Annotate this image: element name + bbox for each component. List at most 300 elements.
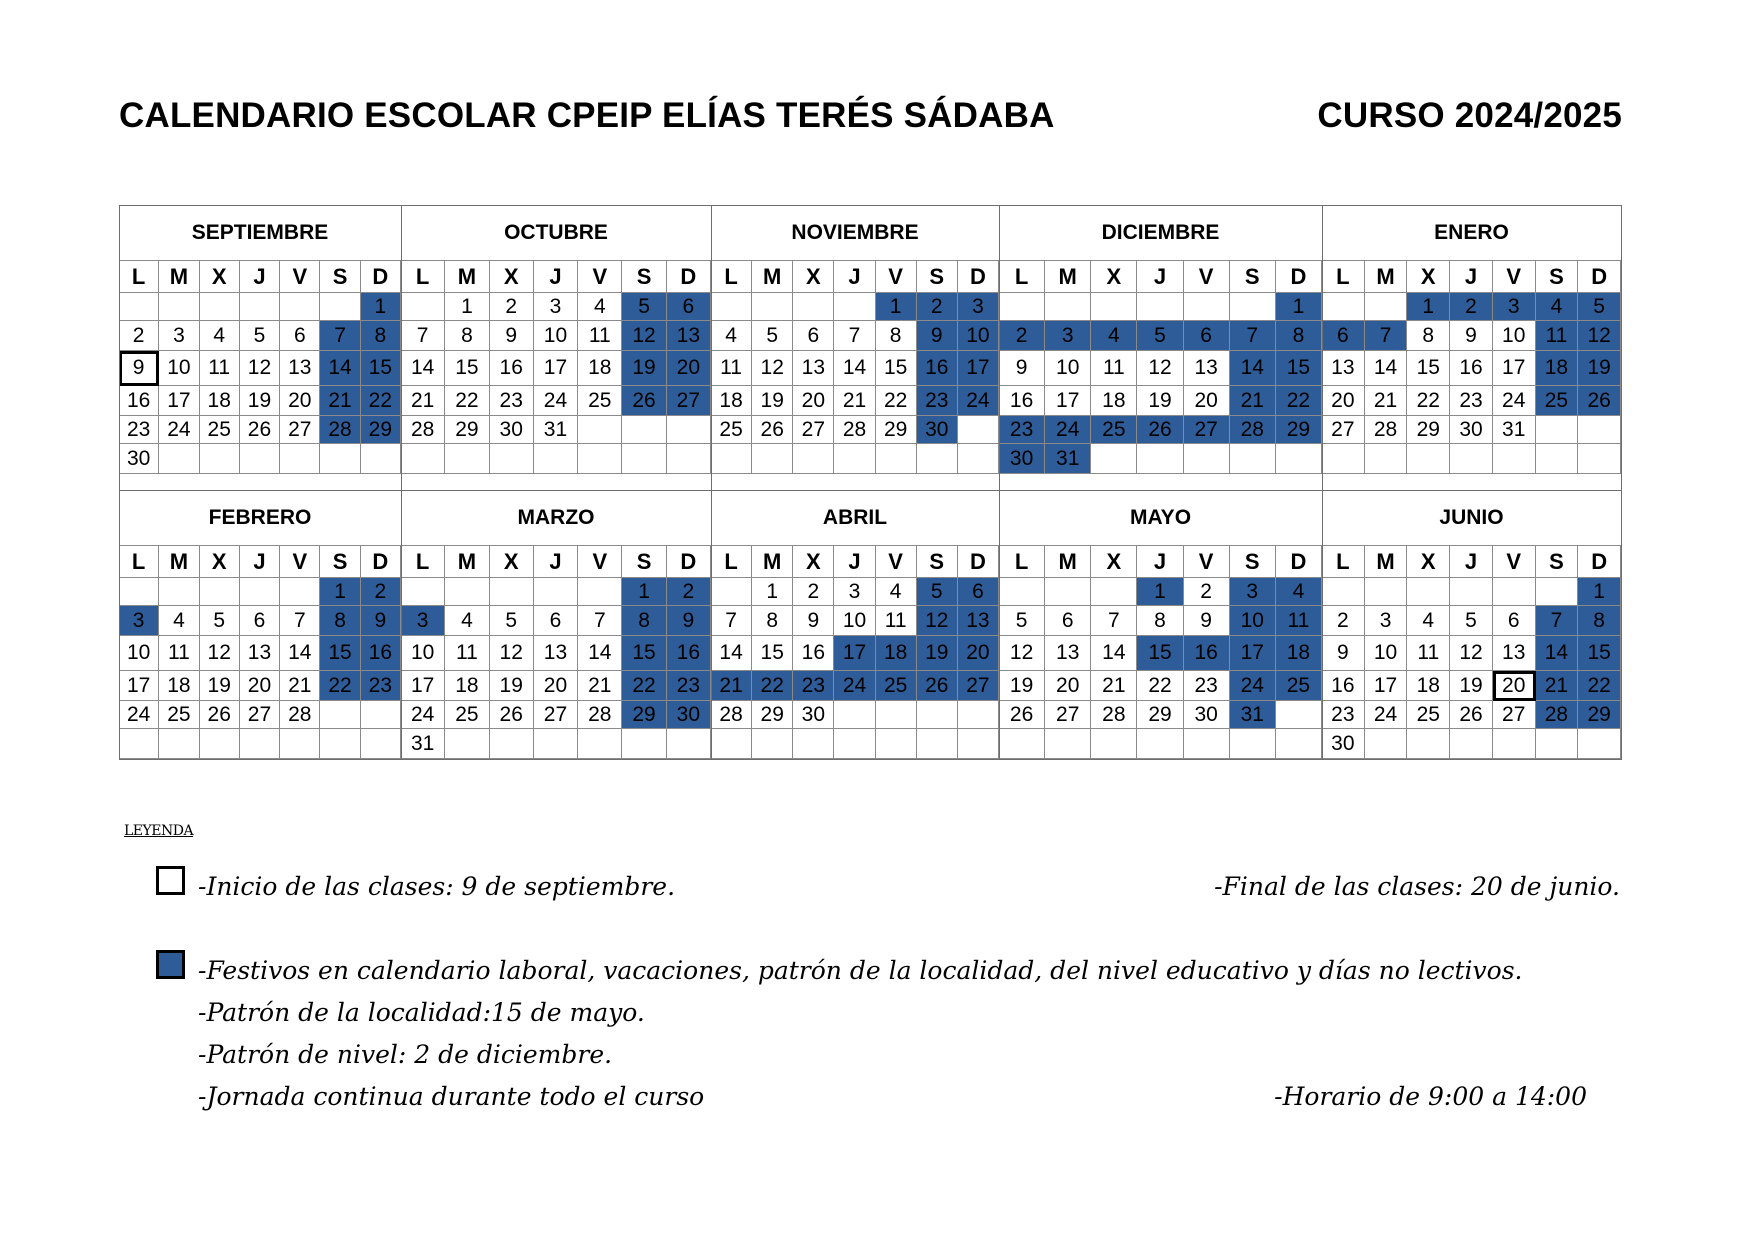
calendar-day: 25: [711, 416, 752, 444]
calendar-day: 28: [320, 416, 360, 444]
calendar-day: 8: [361, 321, 401, 351]
weekday-label: S: [622, 261, 666, 293]
calendar-day: 22: [622, 671, 666, 701]
calendar-day: 22: [445, 386, 489, 416]
calendar-day: 16: [119, 386, 159, 416]
calendar-day: 1: [1407, 293, 1450, 321]
calendar-day: 9: [917, 321, 958, 351]
calendar-day: 1: [445, 293, 489, 321]
calendar-day: 17: [834, 636, 875, 671]
weekday-label: L: [999, 546, 1045, 578]
calendar-day: 6: [1322, 321, 1365, 351]
month-header-diciembre: DICIEMBRE: [999, 205, 1322, 261]
calendar-day: 12: [490, 636, 534, 671]
calendar-day: 18: [445, 671, 489, 701]
calendar-day: 27: [1184, 416, 1230, 444]
calendar-day: 28: [1536, 701, 1579, 729]
calendar-day: 14: [1091, 636, 1137, 671]
calendar-day: 12: [752, 351, 793, 386]
calendar-day: 5: [1450, 606, 1493, 636]
calendar-day: 12: [200, 636, 240, 671]
calendar-day: 22: [1578, 671, 1621, 701]
calendar-day: 27: [958, 671, 999, 701]
calendar-day: 16: [1450, 351, 1493, 386]
calendar-day: 17: [1493, 351, 1536, 386]
calendar-day: 19: [490, 671, 534, 701]
weekday-label: J: [834, 546, 875, 578]
calendar-day: 14: [711, 636, 752, 671]
legend-class-start: -Inicio de las clases: 9 de septiembre.: [198, 872, 676, 901]
calendar-day: 21: [1365, 386, 1408, 416]
calendar-day: 30: [917, 416, 958, 444]
calendar-day: 6: [534, 606, 578, 636]
legend-holidays: -Festivos en calendario laboral, vacaciones, patrón de la localidad, del nivel educativo y días no lectivos.: [198, 956, 1523, 985]
calendar-day: 26: [622, 386, 666, 416]
weekday-label: D: [667, 546, 711, 578]
calendar-day: 3: [159, 321, 199, 351]
calendar-day: 19: [240, 386, 280, 416]
weekday-label: J: [534, 261, 578, 293]
calendar-day: 17: [534, 351, 578, 386]
calendar-day: 20: [280, 386, 320, 416]
calendar-day: 4: [1276, 578, 1322, 606]
calendar-day: 28: [1365, 416, 1408, 444]
calendar-day: 25: [578, 386, 622, 416]
calendar-day: 13: [1322, 351, 1365, 386]
month-header-octubre: OCTUBRE: [401, 205, 711, 261]
calendar-day: 2: [1322, 606, 1365, 636]
calendar-day: 30: [1322, 729, 1365, 759]
calendar-day: 27: [1322, 416, 1365, 444]
calendar-day: 9: [667, 606, 711, 636]
calendar-day: 13: [1045, 636, 1091, 671]
calendar-day: 6: [667, 293, 711, 321]
page-title: CALENDARIO ESCOLAR CPEIP ELÍAS TERÉS SÁDABA: [119, 96, 1055, 135]
weekday-label: J: [240, 546, 280, 578]
weekday-label: S: [622, 546, 666, 578]
weekday-label: L: [1322, 261, 1365, 293]
calendar-day: 16: [361, 636, 401, 671]
calendar-day: 14: [834, 351, 875, 386]
calendar-day: 12: [1578, 321, 1621, 351]
calendar-day: 1: [1137, 578, 1183, 606]
calendar-day: 27: [1045, 701, 1091, 729]
weekday-label: S: [1536, 546, 1579, 578]
month-header-abril: ABRIL: [711, 490, 999, 546]
calendar-day: 14: [1365, 351, 1408, 386]
weekday-label: X: [490, 546, 534, 578]
calendar-day: 2: [999, 321, 1045, 351]
calendar-day: 2: [490, 293, 534, 321]
calendar-day: 19: [999, 671, 1045, 701]
legend-patron-locality: -Patrón de la localidad:15 de mayo.: [198, 998, 645, 1027]
calendar-day: 22: [1276, 386, 1322, 416]
calendar-day: 16: [667, 636, 711, 671]
calendar-day: 13: [958, 606, 999, 636]
weekday-label: L: [401, 261, 445, 293]
calendar-day: 5: [1578, 293, 1621, 321]
calendar-day: 6: [280, 321, 320, 351]
calendar-day: 22: [361, 386, 401, 416]
calendar-day: 13: [280, 351, 320, 386]
calendar-day: 2: [361, 578, 401, 606]
month-header-noviembre: NOVIEMBRE: [711, 205, 999, 261]
weekday-label: M: [752, 261, 793, 293]
calendar-day: 2: [667, 578, 711, 606]
calendar-day: 3: [1230, 578, 1276, 606]
calendar-day: 9: [361, 606, 401, 636]
calendar-day: 25: [200, 416, 240, 444]
calendar-day: 3: [958, 293, 999, 321]
weekday-label: V: [578, 546, 622, 578]
weekday-label: M: [159, 261, 199, 293]
month-header-enero: ENERO: [1322, 205, 1621, 261]
calendar-day: 15: [1137, 636, 1183, 671]
calendar-day: 2: [119, 321, 159, 351]
calendar-day: 23: [917, 386, 958, 416]
weekday-label: S: [320, 261, 360, 293]
calendar-day: 13: [667, 321, 711, 351]
calendar-day: 7: [1536, 606, 1579, 636]
calendar-day: 24: [534, 386, 578, 416]
calendar-day: 28: [401, 416, 445, 444]
calendar-day: 14: [1536, 636, 1579, 671]
calendar-day: 15: [1407, 351, 1450, 386]
weekday-label: M: [1365, 546, 1408, 578]
weekday-label: D: [361, 261, 401, 293]
calendar-day: 29: [1578, 701, 1621, 729]
calendar-day: 11: [711, 351, 752, 386]
calendar-day: 14: [1230, 351, 1276, 386]
calendar-day: 8: [1276, 321, 1322, 351]
calendar-day: 3: [401, 606, 445, 636]
weekday-label: L: [119, 546, 159, 578]
weekday-label: D: [667, 261, 711, 293]
calendar-day: 7: [578, 606, 622, 636]
calendar-day: 21: [578, 671, 622, 701]
calendar-day: 1: [752, 578, 793, 606]
calendar-day: 23: [361, 671, 401, 701]
calendar-day: 11: [159, 636, 199, 671]
weekday-label: S: [917, 261, 958, 293]
weekday-label: M: [445, 546, 489, 578]
weekday-label: D: [1276, 261, 1322, 293]
calendar-day: 28: [711, 701, 752, 729]
calendar-day: 30: [490, 416, 534, 444]
calendar-day: 15: [320, 636, 360, 671]
calendar-day: 11: [876, 606, 917, 636]
calendar-day: 29: [1276, 416, 1322, 444]
calendar-day: 13: [1493, 636, 1536, 671]
calendar-day: 5: [490, 606, 534, 636]
calendar-day: 30: [999, 444, 1045, 474]
weekday-label: J: [834, 261, 875, 293]
calendar-day: 9: [1322, 636, 1365, 671]
calendar-day: 12: [622, 321, 666, 351]
calendar-day: 4: [200, 321, 240, 351]
calendar-day: 18: [200, 386, 240, 416]
calendar-day: 20: [1184, 386, 1230, 416]
school-calendar: [119, 205, 1621, 777]
calendar-day: 23: [1450, 386, 1493, 416]
calendar-day: 20: [793, 386, 834, 416]
calendar-day: 8: [320, 606, 360, 636]
calendar-day: 20: [667, 351, 711, 386]
calendar-day: 10: [958, 321, 999, 351]
month-header-junio: JUNIO: [1322, 490, 1621, 546]
calendar-day: 20: [1322, 386, 1365, 416]
calendar-day: 4: [578, 293, 622, 321]
calendar-day: 3: [1365, 606, 1408, 636]
calendar-day: 14: [578, 636, 622, 671]
weekday-label: V: [1493, 261, 1536, 293]
calendar-day: 29: [361, 416, 401, 444]
calendar-day: 20: [958, 636, 999, 671]
weekday-label: J: [1137, 546, 1183, 578]
calendar-day: 3: [1045, 321, 1091, 351]
calendar-day: 25: [1276, 671, 1322, 701]
calendar-day: 22: [876, 386, 917, 416]
weekday-label: V: [1184, 546, 1230, 578]
calendar-day: 1: [622, 578, 666, 606]
calendar-day: 9: [1450, 321, 1493, 351]
calendar-day: 10: [159, 351, 199, 386]
weekday-label: D: [958, 546, 999, 578]
calendar-day: 28: [834, 416, 875, 444]
calendar-day: 17: [401, 671, 445, 701]
weekday-label: V: [1184, 261, 1230, 293]
calendar-day: 19: [917, 636, 958, 671]
calendar-day: 8: [1137, 606, 1183, 636]
marked-day: 9: [119, 351, 159, 386]
calendar-day: 12: [240, 351, 280, 386]
calendar-frame: [119, 205, 1622, 760]
calendar-day: 24: [1365, 701, 1408, 729]
calendar-day: 26: [490, 701, 534, 729]
calendar-day: 21: [401, 386, 445, 416]
calendar-day: 12: [999, 636, 1045, 671]
calendar-day: 2: [1184, 578, 1230, 606]
calendar-day: 24: [834, 671, 875, 701]
calendar-day: 15: [445, 351, 489, 386]
calendar-day: 20: [1045, 671, 1091, 701]
weekday-label: L: [711, 546, 752, 578]
calendar-day: 18: [578, 351, 622, 386]
calendar-day: 13: [1184, 351, 1230, 386]
calendar-day: 2: [793, 578, 834, 606]
calendar-day: 17: [1045, 386, 1091, 416]
calendar-day: 4: [1407, 606, 1450, 636]
calendar-day: 11: [578, 321, 622, 351]
calendar-day: 4: [876, 578, 917, 606]
calendar-day: 26: [1137, 416, 1183, 444]
weekday-label: S: [1230, 261, 1276, 293]
calendar-day: 2: [1450, 293, 1493, 321]
calendar-day: 11: [1536, 321, 1579, 351]
calendar-day: 9: [1184, 606, 1230, 636]
calendar-day: 23: [1184, 671, 1230, 701]
weekday-label: S: [1230, 546, 1276, 578]
calendar-day: 6: [1184, 321, 1230, 351]
calendar-day: 3: [834, 578, 875, 606]
weekday-label: J: [240, 261, 280, 293]
calendar-day: 10: [401, 636, 445, 671]
calendar-day: 15: [622, 636, 666, 671]
calendar-day: 28: [280, 701, 320, 729]
calendar-day: 24: [1230, 671, 1276, 701]
calendar-day: 31: [1045, 444, 1091, 474]
calendar-day: 12: [1137, 351, 1183, 386]
weekday-label: V: [876, 261, 917, 293]
calendar-day: 1: [1276, 293, 1322, 321]
calendar-day: 7: [1230, 321, 1276, 351]
calendar-day: 21: [1230, 386, 1276, 416]
weekday-label: X: [793, 261, 834, 293]
calendar-day: 31: [1493, 416, 1536, 444]
weekday-label: J: [534, 546, 578, 578]
calendar-day: 21: [320, 386, 360, 416]
calendar-day: 9: [490, 321, 534, 351]
calendar-day: 16: [917, 351, 958, 386]
calendar-day: 11: [445, 636, 489, 671]
legend-class-end: -Final de las clases: 20 de junio.: [1214, 872, 1620, 901]
calendar-day: 14: [280, 636, 320, 671]
legend-patron-level: -Patrón de nivel: 2 de diciembre.: [198, 1040, 613, 1069]
calendar-day: 25: [1536, 386, 1579, 416]
calendar-day: 19: [622, 351, 666, 386]
calendar-day: 19: [752, 386, 793, 416]
calendar-day: 7: [834, 321, 875, 351]
legend-schedule: -Horario de 9:00 a 14:00: [1274, 1082, 1587, 1111]
weekday-label: V: [876, 546, 917, 578]
calendar-day: 30: [119, 444, 159, 474]
calendar-day: 13: [240, 636, 280, 671]
calendar-day: 19: [1137, 386, 1183, 416]
calendar-day: 28: [1230, 416, 1276, 444]
calendar-day: 27: [240, 701, 280, 729]
calendar-day: 21: [1091, 671, 1137, 701]
calendar-day: 21: [711, 671, 752, 701]
calendar-day: 14: [401, 351, 445, 386]
calendar-day: 2: [917, 293, 958, 321]
calendar-day: 17: [1230, 636, 1276, 671]
weekday-label: L: [999, 261, 1045, 293]
calendar-day: 8: [1407, 321, 1450, 351]
calendar-day: 24: [159, 416, 199, 444]
weekday-label: D: [958, 261, 999, 293]
calendar-day: 4: [445, 606, 489, 636]
calendar-day: 26: [1578, 386, 1621, 416]
calendar-day: 15: [361, 351, 401, 386]
legend-holiday-swatch: [156, 950, 185, 979]
calendar-day: 8: [876, 321, 917, 351]
calendar-day: 16: [999, 386, 1045, 416]
calendar-day: 6: [240, 606, 280, 636]
calendar-day: 16: [1322, 671, 1365, 701]
calendar-day: 17: [958, 351, 999, 386]
calendar-day: 13: [534, 636, 578, 671]
weekday-label: V: [578, 261, 622, 293]
weekday-label: M: [1365, 261, 1408, 293]
calendar-day: 15: [752, 636, 793, 671]
calendar-day: 6: [1493, 606, 1536, 636]
calendar-day: 5: [240, 321, 280, 351]
calendar-day: 21: [1536, 671, 1579, 701]
calendar-day: 25: [876, 671, 917, 701]
calendar-day: 6: [1045, 606, 1091, 636]
weekday-label: L: [119, 261, 159, 293]
calendar-day: 18: [1091, 386, 1137, 416]
weekday-label: J: [1450, 261, 1493, 293]
calendar-day: 8: [445, 321, 489, 351]
calendar-day: 1: [876, 293, 917, 321]
calendar-day: 29: [752, 701, 793, 729]
calendar-day: 15: [1578, 636, 1621, 671]
calendar-day: 27: [667, 386, 711, 416]
calendar-day: 7: [401, 321, 445, 351]
calendar-day: 22: [320, 671, 360, 701]
weekday-label: S: [320, 546, 360, 578]
calendar-day: 10: [834, 606, 875, 636]
calendar-day: 29: [876, 416, 917, 444]
calendar-day: 11: [1407, 636, 1450, 671]
calendar-day: 9: [999, 351, 1045, 386]
calendar-day: 7: [1365, 321, 1408, 351]
calendar-day: 26: [1450, 701, 1493, 729]
marked-day: 20: [1493, 671, 1536, 701]
weekday-label: V: [1493, 546, 1536, 578]
calendar-day: 5: [622, 293, 666, 321]
calendar-day: 3: [119, 606, 159, 636]
month-header-marzo: MARZO: [401, 490, 711, 546]
calendar-day: 24: [401, 701, 445, 729]
month-header-mayo: MAYO: [999, 490, 1322, 546]
calendar-day: 3: [1493, 293, 1536, 321]
weekday-label: X: [793, 546, 834, 578]
calendar-day: 7: [280, 606, 320, 636]
calendar-day: 16: [490, 351, 534, 386]
weekday-label: X: [200, 261, 240, 293]
calendar-day: 24: [1045, 416, 1091, 444]
calendar-day: 12: [917, 606, 958, 636]
calendar-day: 26: [999, 701, 1045, 729]
weekday-label: X: [490, 261, 534, 293]
calendar-day: 6: [958, 578, 999, 606]
weekday-label: L: [401, 546, 445, 578]
calendar-day: 19: [1578, 351, 1621, 386]
calendar-day: 10: [119, 636, 159, 671]
calendar-day: 22: [1137, 671, 1183, 701]
calendar-day: 10: [1365, 636, 1408, 671]
calendar-day: 23: [667, 671, 711, 701]
calendar-day: 4: [1091, 321, 1137, 351]
calendar-day: 17: [159, 386, 199, 416]
calendar-day: 8: [752, 606, 793, 636]
calendar-day: 19: [200, 671, 240, 701]
calendar-day: 30: [1184, 701, 1230, 729]
calendar-day: 18: [1536, 351, 1579, 386]
legend-continuous-day: -Jornada continua durante todo el curso: [198, 1082, 705, 1111]
calendar-day: 26: [240, 416, 280, 444]
calendar-day: 3: [534, 293, 578, 321]
calendar-day: 28: [1091, 701, 1137, 729]
calendar-day: 23: [793, 671, 834, 701]
calendar-day: 10: [1493, 321, 1536, 351]
calendar-day: 23: [490, 386, 534, 416]
calendar-day: 27: [1493, 701, 1536, 729]
calendar-day: 11: [1276, 606, 1322, 636]
calendar-day: 17: [1365, 671, 1408, 701]
